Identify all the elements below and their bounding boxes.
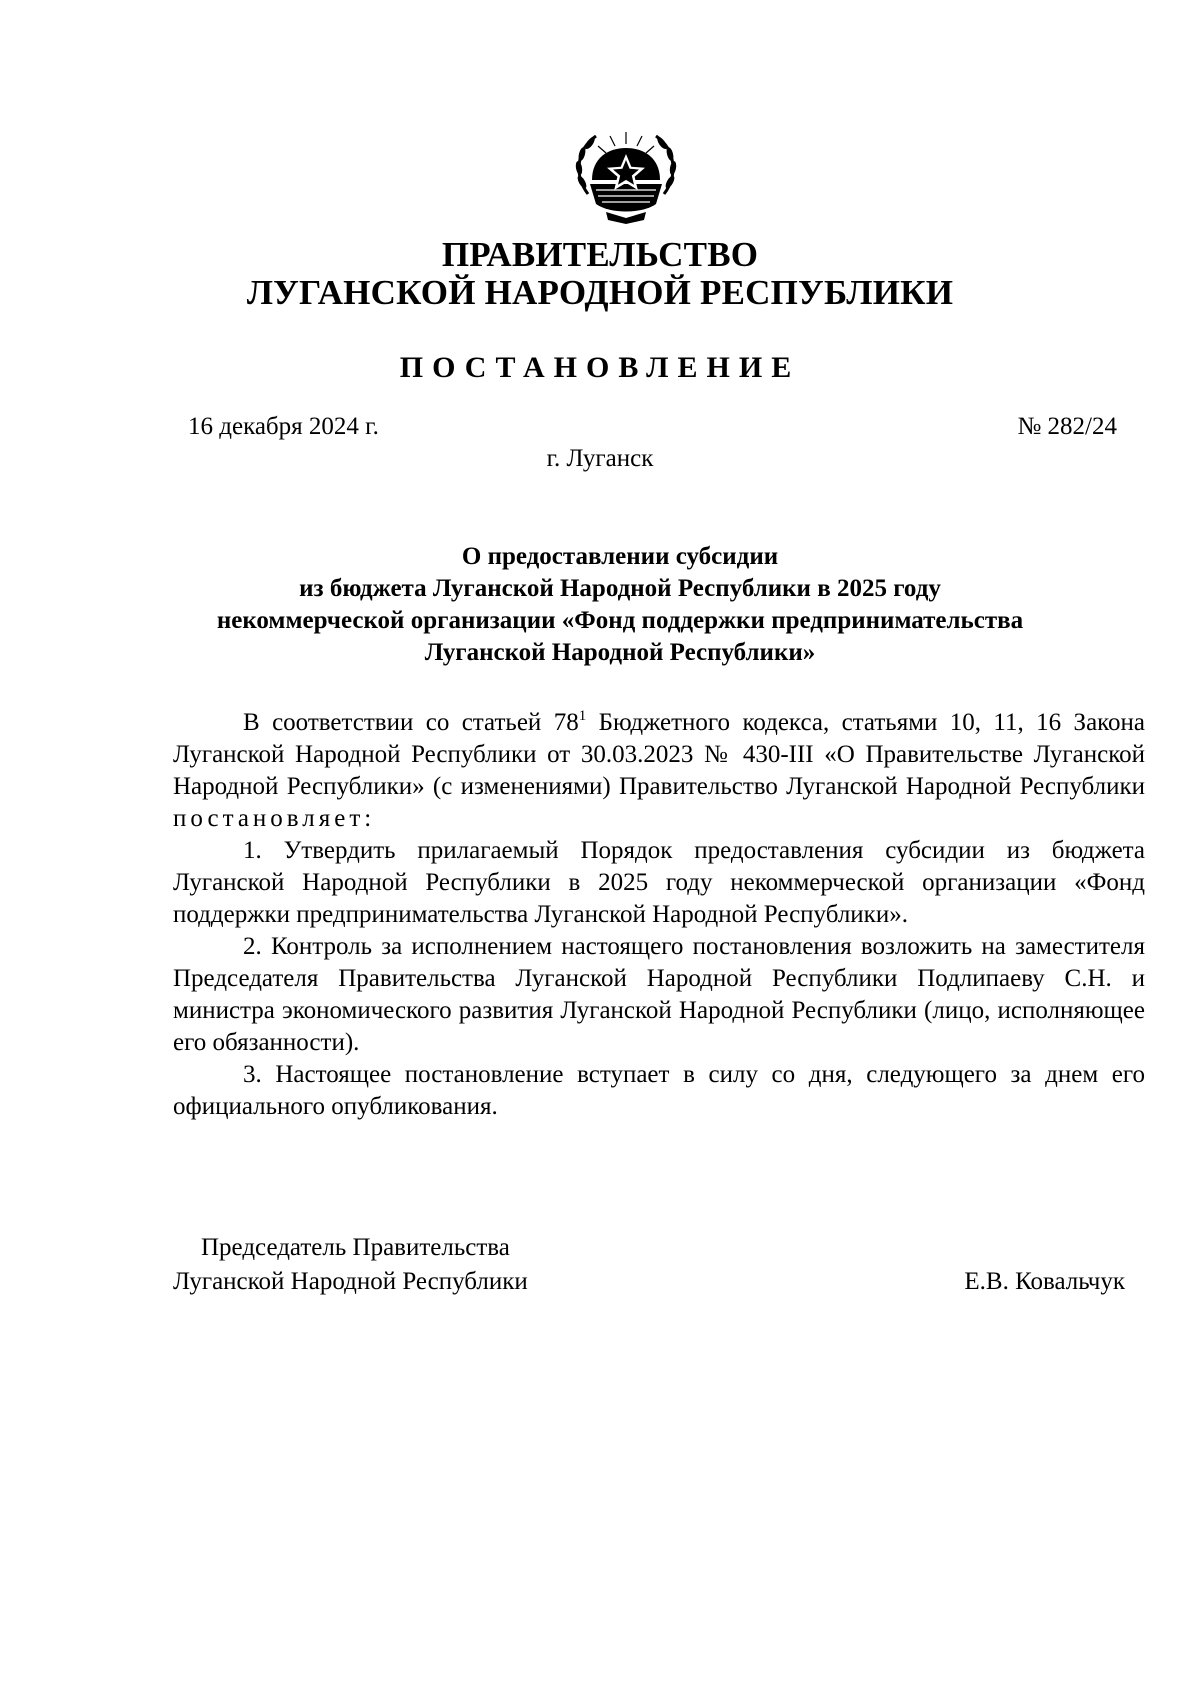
subject-line3: некоммерческой организации «Фонд поддержки предпринимательства <box>216 607 1024 634</box>
subject-line1: О предоставлении субсидии <box>461 543 779 570</box>
item-3: 3. Настоящее постановление вступает в силу со дня, следующего за днем его официального опубликования. <box>173 1061 1145 1120</box>
intro-verb: постановляет <box>173 805 365 832</box>
item-1: 1. Утвердить прилагаемый Порядок предоставления субсидии из бюджета Луганской Народной Республики в 2025 году некоммерческой организации «Фонд поддержки предпринимательства Луганской Народной Республики». <box>173 837 1145 928</box>
document-body <box>173 707 1145 1123</box>
document-city: г. Луганск <box>546 445 654 472</box>
document-subject <box>150 541 1090 669</box>
coat-of-arms-icon <box>566 124 686 224</box>
subject-line2: из бюджета Луганской Народной Республики в 2025 году <box>299 575 941 602</box>
signatory-position-line2: Луганской Народной Республики <box>173 1268 528 1295</box>
document-number: № 282/24 <box>1017 413 1117 440</box>
government-title-line1: ПРАВИТЕЛЬСТВО <box>441 235 759 274</box>
subject-line4: Луганской Народной Республики» <box>424 639 816 666</box>
intro-text-a: В соответствии со статьей 78 <box>243 709 579 736</box>
article-superscript: 1 <box>578 708 587 724</box>
intro-text-b: Бюджетного кодекса, статьями 10, 11, 16 Закона Луганской Народной Республики от 30.03.2023 № 430-III «О Правительстве Луганской Народной Республики» (с изменениями) Правительство Луганской Народной Республики <box>173 709 1146 800</box>
intro-paragraph <box>173 707 1145 835</box>
signatory-position <box>173 1231 528 1299</box>
document-date: 16 декабря 2024 г. <box>188 413 379 440</box>
signatory-position-line1: Председатель Правительства <box>201 1234 510 1261</box>
government-title <box>0 236 1200 312</box>
signatory-name: Е.В. Ковальчук <box>964 1268 1125 1295</box>
intro-end: : <box>364 805 372 832</box>
document-type: ПОСТАНОВЛЕНИЕ <box>399 351 801 384</box>
item-2: 2. Контроль за исполнением настоящего постановления возложить на заместителя Председателя Правительства Луганской Народной Республики Подлипаеву С.Н. и министра экономического развития Луганской Народной Республики (лицо, исполняющее его обязанности). <box>173 933 1145 1056</box>
government-title-line2: ЛУГАНСКОЙ НАРОДНОЙ РЕСПУБЛИКИ <box>246 273 954 312</box>
